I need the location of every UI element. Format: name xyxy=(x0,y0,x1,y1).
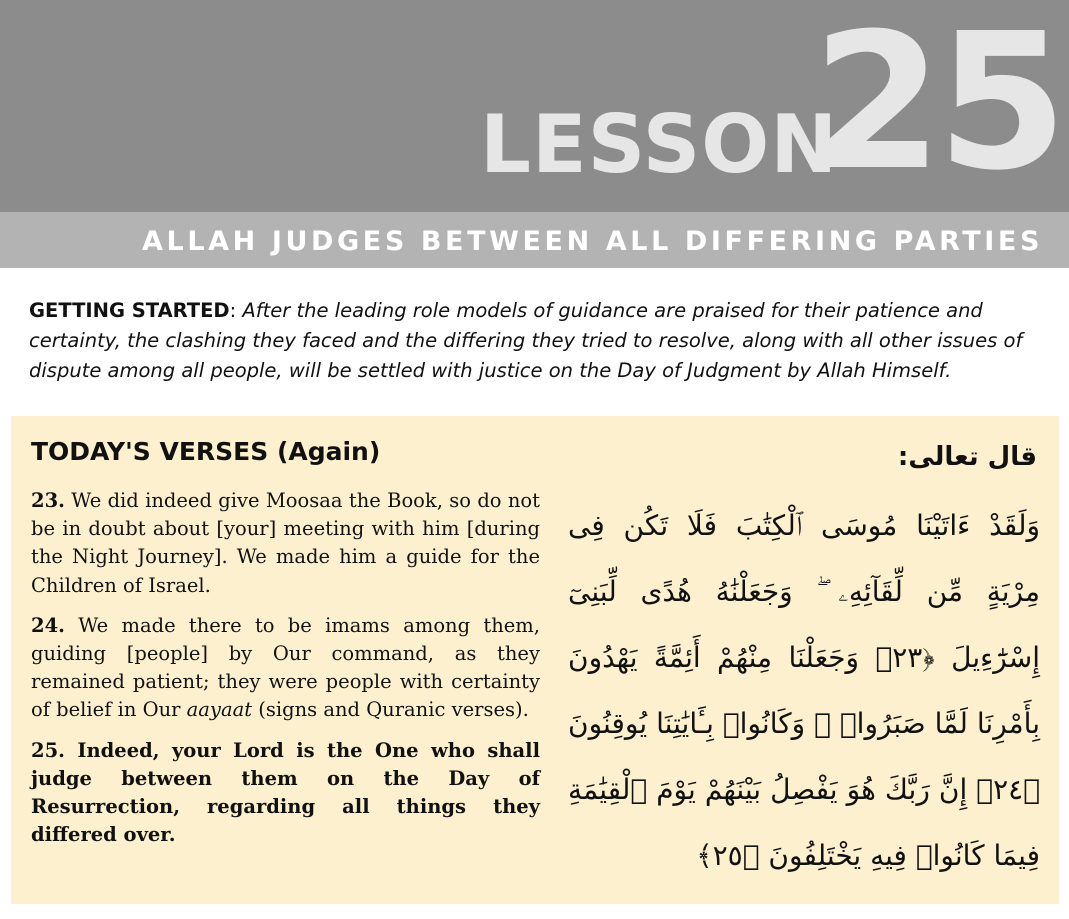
getting-started-label: GETTING STARTED xyxy=(29,299,230,322)
arabic-intro: قال تعالى: xyxy=(897,442,1037,472)
verse-number: 24. xyxy=(31,613,65,637)
lesson-subtitle: ALLAH JUDGES BETWEEN ALL DIFFERING PARTIES xyxy=(142,226,1043,257)
getting-started-paragraph xyxy=(29,296,1034,386)
getting-started-separator: : xyxy=(229,299,243,322)
verse-24 xyxy=(31,612,540,725)
verse-text: Indeed, your Lord is the One who shall judge between them on the Day of Resurrection, regarding all things they differed over. xyxy=(31,738,540,847)
verse-23 xyxy=(31,487,540,600)
verse-text: We made there to be imams among them, guiding [people] by Our command, as they remained patient; they were people with certainty of belief in Our xyxy=(31,613,540,722)
lesson-number: 25 xyxy=(812,0,1062,212)
verse-25 xyxy=(31,737,540,850)
verses-heading: TODAY'S VERSES (Again) xyxy=(31,437,381,466)
verse-number: 25. xyxy=(31,738,65,762)
getting-started-text: After the leading role models of guidance are praised for their patience and certainty, the clashing they faced and the differing they tried to resolve, along with all other issues of dispute among all people, will be settled with justice on the Day of Judgment by Allah Himself. xyxy=(29,299,1023,382)
verse-text: (signs and Quranic verses). xyxy=(252,698,529,722)
verse-translations xyxy=(31,487,540,861)
verse-text: We did indeed give Moosaa the Book, so do not be in doubt about [your] meeting with him [during the Night Journey]. We made him a guide for the Children of Israel. xyxy=(31,489,540,597)
verse-number: 23. xyxy=(31,489,65,512)
verse-term: aayaat xyxy=(186,698,253,722)
lesson-word: LESSON xyxy=(480,98,839,191)
arabic-verses: وَلَقَدْ ءَاتَيْنَا مُوسَى ٱلْكِتَٰبَ فَلَا تَكُن فِى مِرْيَةٍ مِّن لِّقَآئِهِۦ ۖ وَجَعَلْنَٰهُ هُدًى لِّبَنِىٓ إِسْرَٰٓءِيلَ ﴿٢٣﴾ وَجَعَلْنَا مِنْهُمْ أَئِمَّةً يَهْدُونَ بِأَمْرِنَا لَمَّا صَبَرُوا۟ ۖ وَكَانُوا۟ بِـَٔايَٰتِنَا يُوقِنُونَ ﴿٢٤﴾ إِنَّ رَبَّكَ هُوَ يَفْصِلُ بَيْنَهُمْ يَوْمَ ٱلْقِيَٰمَةِ فِيمَا كَانُوا۟ فِيهِ يَخْتَلِفُونَ ﴿٢٥﴾ xyxy=(568,509,1040,872)
